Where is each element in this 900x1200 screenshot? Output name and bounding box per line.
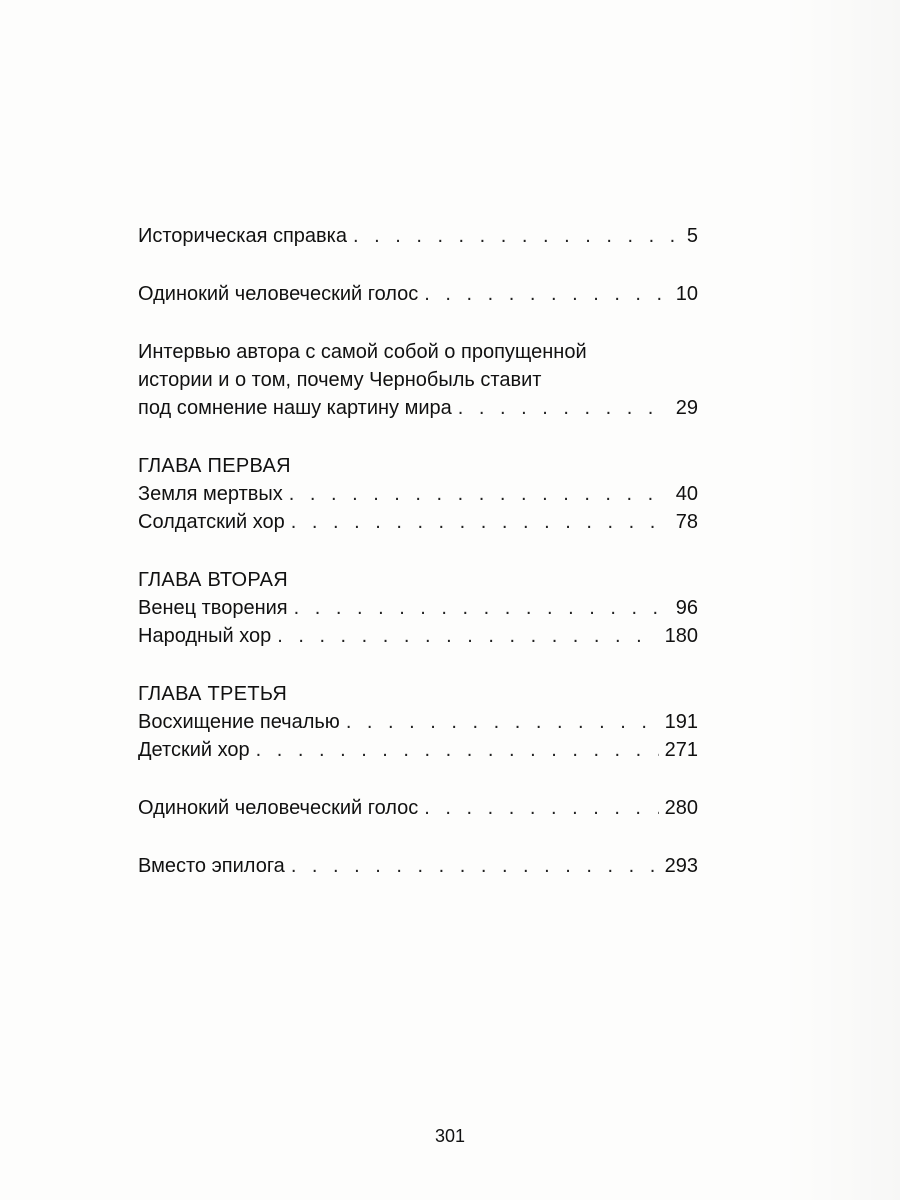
- toc-entry-page: 180: [664, 625, 698, 647]
- toc-entry-title: Одинокий человеческий голос: [138, 797, 419, 819]
- page-edge-shading: [780, 0, 900, 1200]
- toc-entry[interactable]: [138, 508, 698, 536]
- toc-entry[interactable]: [138, 222, 698, 250]
- dot-leader: [277, 622, 658, 650]
- toc-entry-title: Народный хор: [138, 625, 272, 647]
- spacer: [138, 822, 698, 852]
- dot-leader: [289, 480, 670, 508]
- toc-entry[interactable]: [138, 736, 698, 764]
- toc-entry-title: Солдатский хор: [138, 511, 285, 533]
- toc-entry-title-last-line: [138, 394, 698, 422]
- spacer: [138, 422, 698, 452]
- toc-entry-title: Вместо эпилога: [138, 855, 285, 877]
- toc-entry-title-line: под сомнение нашу картину мира: [138, 397, 452, 419]
- toc-entry-title: Венец творения: [138, 597, 288, 619]
- toc-entry-page: 78: [675, 511, 698, 533]
- dot-leader: [346, 708, 659, 736]
- chapter-heading: ГЛАВА ПЕРВАЯ: [138, 455, 291, 477]
- toc-entry-page: 40: [675, 483, 698, 505]
- dot-leader: [294, 594, 670, 622]
- toc-entry-page: 5: [686, 225, 698, 247]
- toc-entry-title: Детский хор: [138, 739, 250, 761]
- spacer: [138, 308, 698, 338]
- toc-entry-page: 191: [664, 711, 698, 733]
- dot-leader: [291, 508, 670, 536]
- toc-entry-page: 293: [664, 855, 698, 877]
- page-number: 301: [434, 1126, 466, 1146]
- spacer: [138, 650, 698, 680]
- toc-entry[interactable]: [138, 622, 698, 650]
- dot-leader: [256, 736, 659, 764]
- toc-entry-page: 29: [675, 397, 698, 419]
- toc-entry-title: Восхищение печалью: [138, 711, 340, 733]
- toc-entry-title: Историческая справка: [138, 225, 347, 247]
- chapter-heading: ГЛАВА ВТОРАЯ: [138, 569, 289, 591]
- dot-leader: [424, 794, 658, 822]
- toc-entry-title-line: Интервью автора с самой собой о пропущенной: [138, 341, 587, 363]
- chapter-heading: ГЛАВА ТРЕТЬЯ: [138, 683, 288, 705]
- toc-entry-title: Одинокий человеческий голос: [138, 283, 419, 305]
- toc-entry[interactable]: [138, 794, 698, 822]
- table-of-contents: [138, 222, 698, 880]
- toc-entry-page: 96: [675, 597, 698, 619]
- spacer: [138, 764, 698, 794]
- dot-leader: [353, 222, 681, 250]
- toc-entry[interactable]: [138, 280, 698, 308]
- dot-leader: [458, 394, 670, 422]
- toc-entry-title: Земля мертвых: [138, 483, 283, 505]
- toc-entry[interactable]: [138, 852, 698, 880]
- toc-entry[interactable]: [138, 480, 698, 508]
- spacer: [138, 536, 698, 566]
- dot-leader: [424, 280, 669, 308]
- toc-entry[interactable]: [138, 708, 698, 736]
- toc-entry-page: 10: [675, 283, 698, 305]
- toc-entry-page: 271: [664, 739, 698, 761]
- toc-entry-title-line: истории и о том, почему Чернобыль ставит: [138, 369, 542, 391]
- dot-leader: [291, 852, 659, 880]
- toc-entry-page: 280: [664, 797, 698, 819]
- spacer: [138, 250, 698, 280]
- toc-entry-interview[interactable]: [138, 338, 698, 422]
- toc-entry[interactable]: [138, 594, 698, 622]
